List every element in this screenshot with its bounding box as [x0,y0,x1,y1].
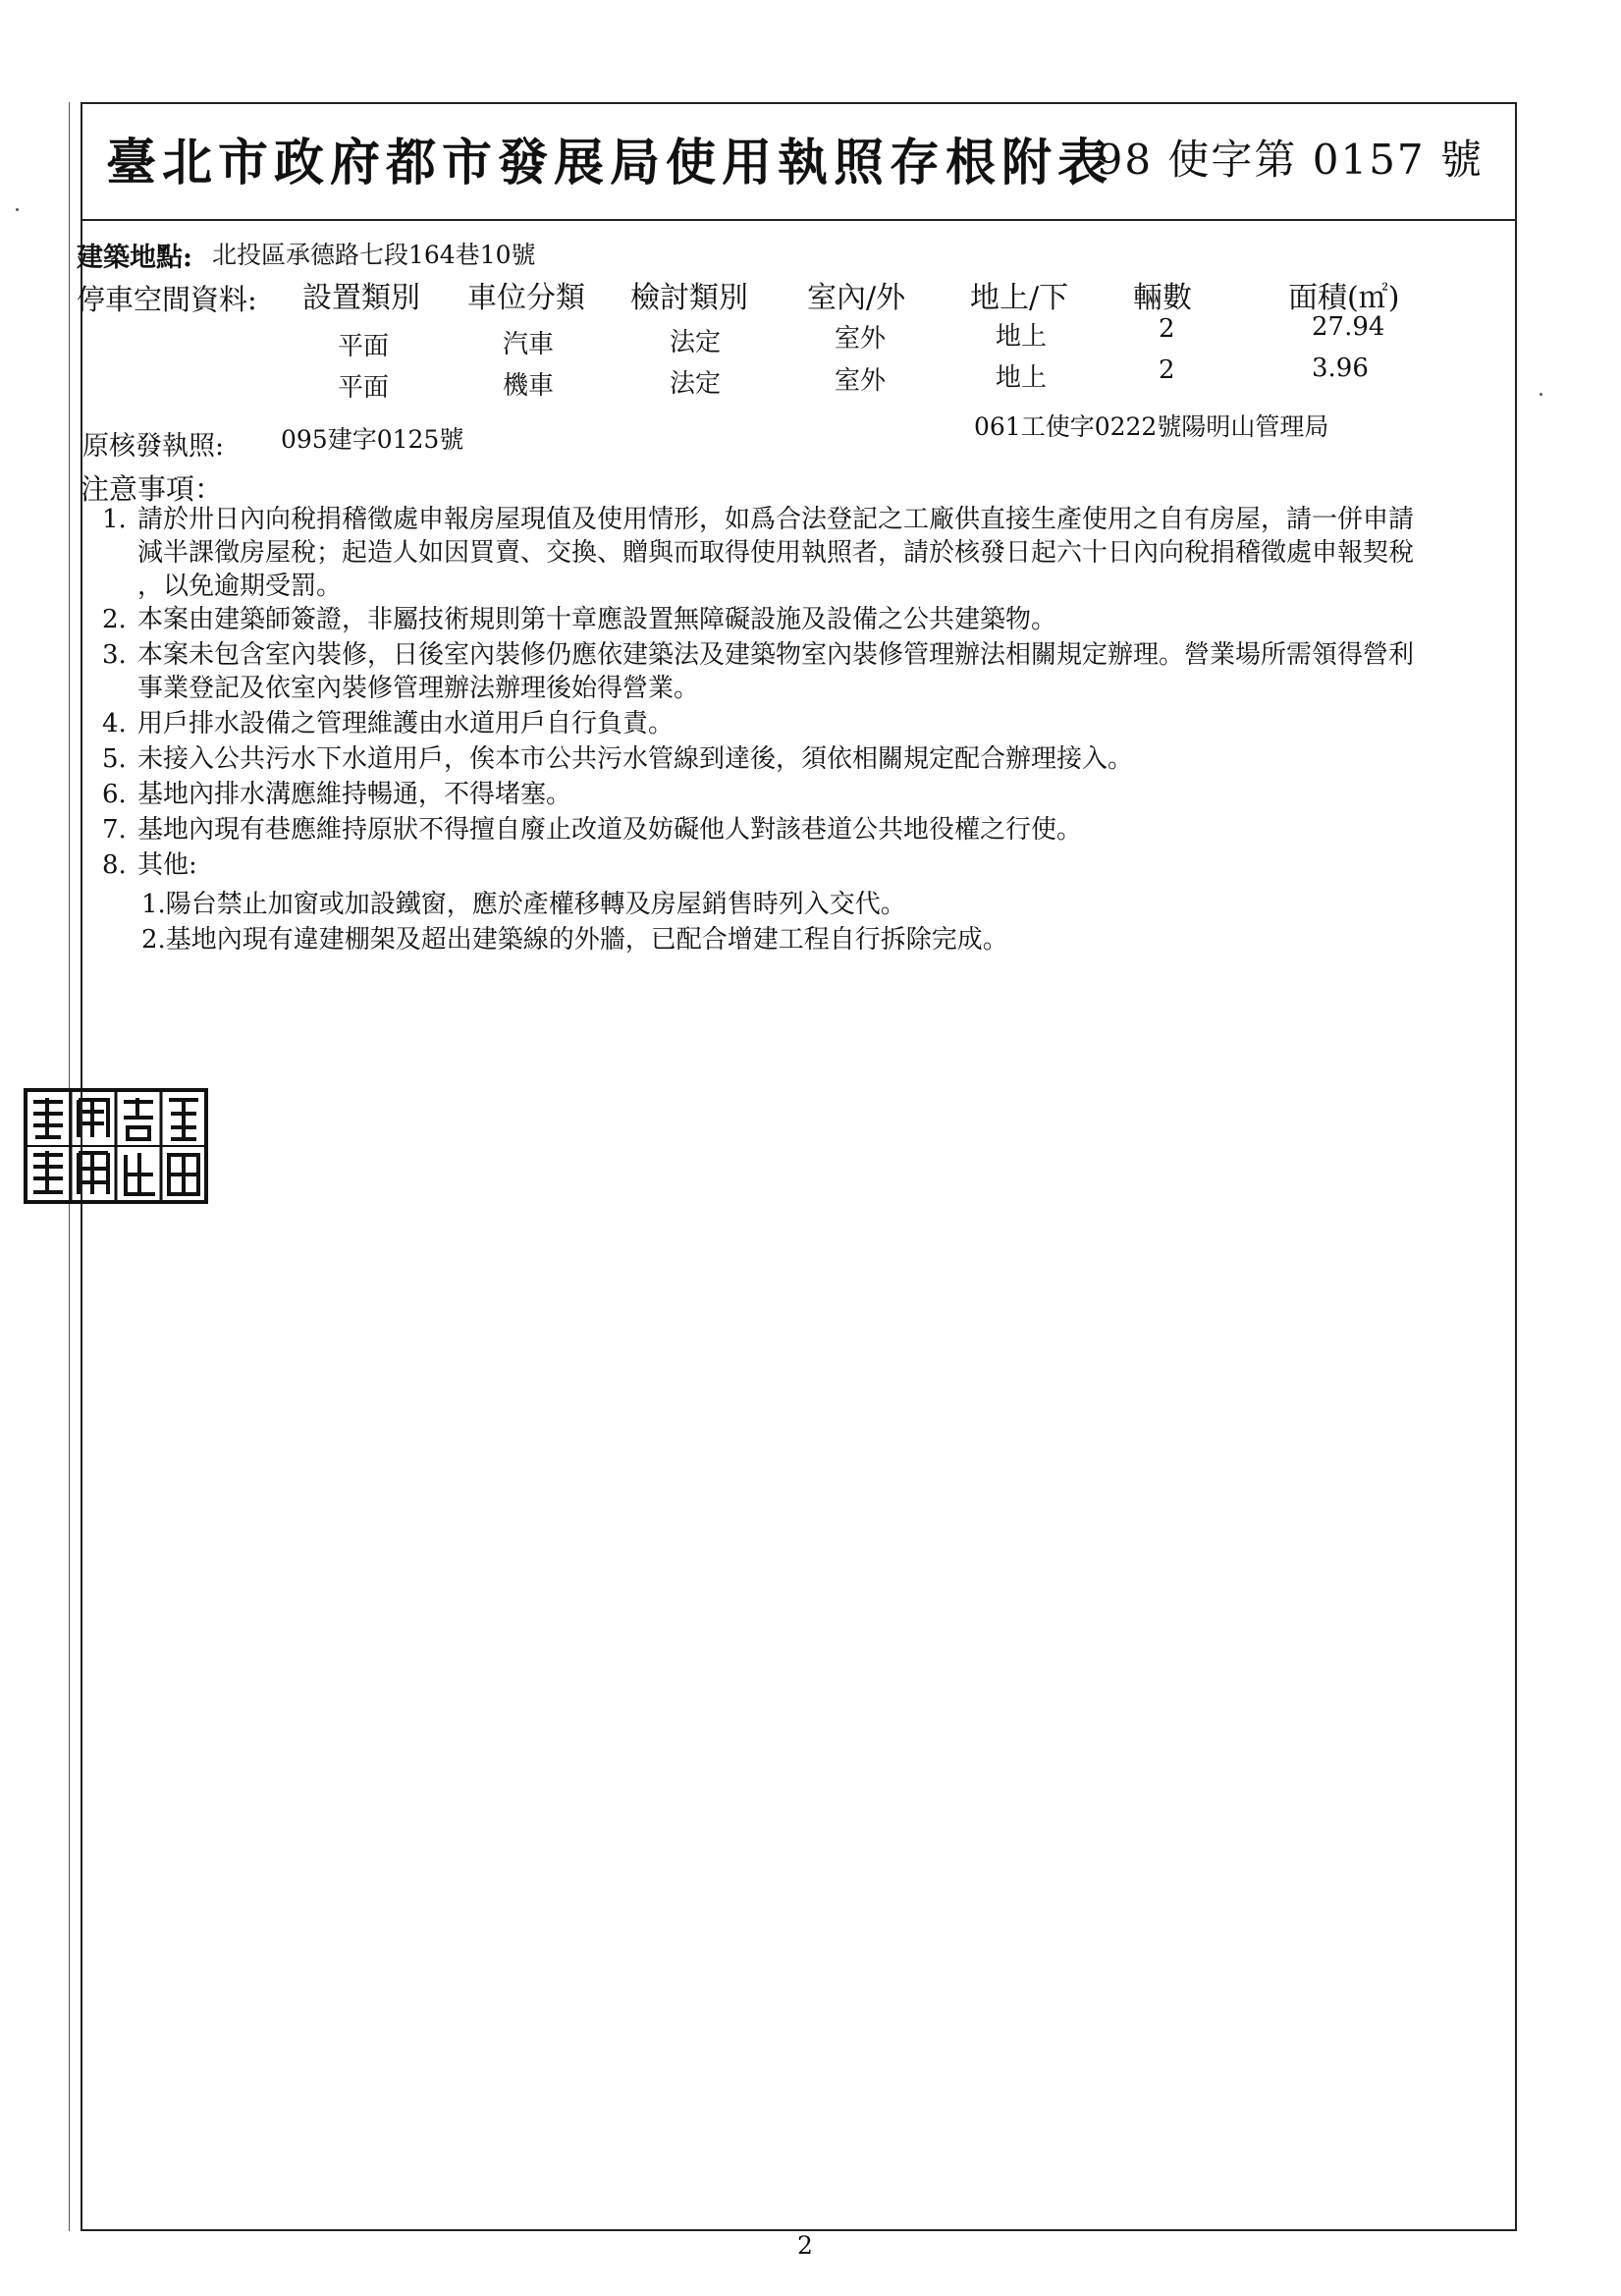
original-permit-value: 095建字0125號 [281,425,464,454]
parking-col-category: 車位分類 [467,281,585,315]
note-text: 本案未包含室內裝修，日後室內裝修仍應依建築法及建築物室內裝修管理辦法相關規定辦理。營業場所需領得營利 [137,640,1415,670]
parking-cell: 3.96 [1312,354,1369,383]
parking-col-count: 輛數 [1133,281,1192,315]
document-title: 臺北市政府都市發展局使用執照存根附表 [106,134,1114,192]
note-text: 本案由建築師簽證，非屬技術規則第十章應設置無障礙設施及設備之公共建築物。 [137,605,1057,634]
note-number: 4. [102,709,127,738]
note-text: ，以免逾期受罰。 [137,572,343,601]
scan-speck [1540,393,1542,396]
note-text: 其他: [137,850,197,880]
parking-cell: 法定 [670,369,722,399]
note-text: 未接入公共污水下水道用戶，俟本市公共污水管線到達後，須依相關規定配合辦理接入。 [137,744,1134,774]
sub-note: 1.陽台禁止加窗或加設鐵窗，應於產權移轉及房屋銷售時列入交代。 [141,890,906,919]
parking-label: 停車空間資料: [77,283,257,316]
address-value: 北投區承德路七段164巷10號 [212,241,536,269]
note-number: 6. [102,780,127,809]
parking-cell: 室外 [835,324,887,354]
note-text: 基地內排水溝應維持暢通，不得堵塞。 [137,780,572,809]
note-text: 基地內現有巷應維持原狀不得擅自廢止改道及妨礙他人對該巷道公共地役權之行使。 [137,815,1083,845]
note-item [102,848,1516,882]
parking-cell: 汽車 [503,330,555,359]
note-item [102,603,1516,636]
parking-cell: 27.94 [1312,312,1385,342]
parking-cell: 2 [1159,355,1175,385]
parking-col-review: 檢討類別 [630,281,748,315]
address-label: 建築地點: [77,243,192,273]
note-text: 請於卅日內向稅捐稽徵處申報房屋現值及使用情形，如爲合法登記之工廠供直接生產使用之自有房屋，請一併申請 [137,505,1415,534]
note-text: 用戶排水設備之管理維護由水道用戶自行負責。 [137,709,675,738]
note-number: 8. [102,850,127,880]
note-text: 減半課徵房屋稅；起造人如因買賣、交換、贈與而取得使用執照者，請於核發日起六十日內向稅捐稽徵處申報契稅 [137,538,1415,568]
official-seal-icon [24,1088,208,1204]
notes-title: 注意事項： [81,472,224,506]
note-item [102,638,1516,705]
parking-cell: 室外 [835,366,887,396]
note-number: 2. [102,605,127,634]
sub-note: 2.基地內現有違建棚架及超出建築線的外牆，已配合增建工程自行拆除完成。 [141,925,1008,955]
note-item [102,778,1516,811]
parking-cell: 地上 [996,322,1048,352]
permit-number: 98 使字第 0157 號 [1096,136,1484,184]
note-number: 7. [102,815,127,845]
parking-cell: 平面 [338,332,390,361]
note-item [102,742,1516,776]
original-permit-note: 061工使字0222號陽明山管理局 [974,412,1329,441]
note-number: 3. [102,640,127,670]
title-row [81,102,1517,221]
note-text: 事業登記及依室內裝修管理辦法辦理後始得營業。 [137,674,700,703]
parking-cell: 法定 [670,328,722,357]
note-item [102,707,1516,740]
note-item [102,813,1516,847]
parking-col-type: 設置類別 [302,281,420,315]
note-item [102,503,1516,603]
parking-cell: 2 [1159,314,1175,344]
parking-col-level: 地上/下 [970,281,1069,315]
original-permit-label: 原核發執照: [82,431,225,462]
parking-col-indoor: 室內/外 [807,281,906,315]
note-number: 1. [102,505,127,534]
note-number: 5. [102,744,127,774]
parking-cell: 地上 [996,363,1048,393]
scan-speck [16,208,19,211]
parking-col-area: 面積(㎡) [1288,281,1400,315]
parking-cell: 機車 [503,371,555,401]
page-number: 2 [797,2231,813,2260]
parking-cell: 平面 [338,373,390,403]
